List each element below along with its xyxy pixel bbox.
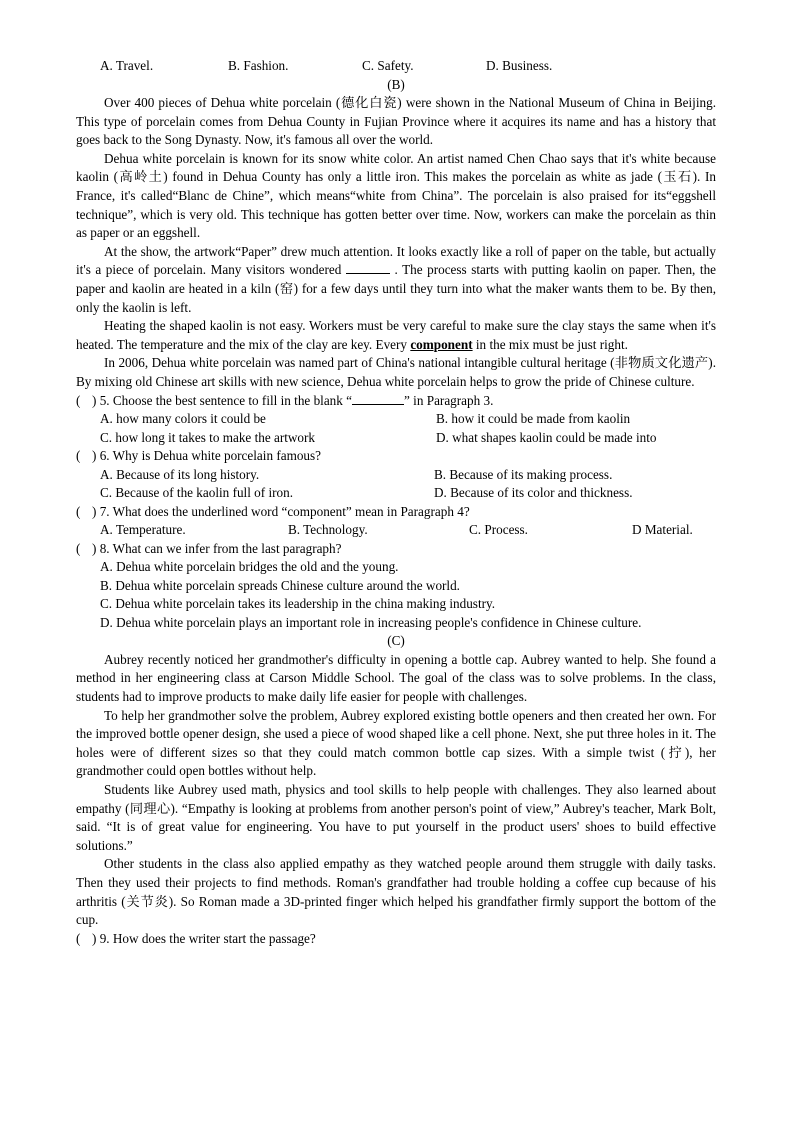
option-a: A. Because of its long history. — [100, 466, 260, 482]
paragraph-3-text-before: At the show, the artwork“Paper” drew much attention. It looks exactly like a roll of paper on the table, but actually it's a piece of porcelain. Many visitors wondered — [76, 243, 716, 278]
question-7-options — [76, 521, 716, 540]
section-c-heading: (C) — [387, 633, 405, 649]
option-b: B. Fashion. — [228, 58, 289, 73]
option-d: D. what shapes kaolin could be made into — [436, 429, 657, 445]
answer-bracket[interactable]: ( — [76, 930, 81, 946]
option-d: D. Dehua white porcelain plays an important role in increasing people's confidence in Chinese culture. — [100, 614, 642, 630]
section-b-paragraph-2: Dehua white porcelain is known for its snow white color. An artist named Chen Chao says that it's white because kaolin (高岭土) found in Dehua County has only a little iron. This makes the porcelain as white as jade (玉石). In France, it's called“Blanc de Chine”, which means“white from China”. The porcelain is also praised for its“eggshell technique”, which is very old. This technique has gotten better over time. Now, workers can make the porcelain as thin as paper or an eggshell. — [76, 150, 716, 241]
question-6-stem: ) 6. Why is Dehua white porcelain famous? — [92, 448, 322, 463]
option-a: A. Travel. — [100, 58, 154, 73]
section-c-paragraph-3: Students like Aubrey used math, physics and tool skills to help people with challenges. They also learned about empathy (同理心). “Empathy is looking at problems from another person's point of view,” Aubrey's teacher, Mark Bolt, said. “It is of great value for engineering. You have to put yourself in the product users' shoes to build effective solutions.” — [76, 782, 716, 853]
question-5-options-row-2 — [76, 429, 716, 448]
question-7 — [76, 503, 716, 522]
answer-bracket[interactable]: ( — [76, 503, 81, 519]
question-5-options-row-1 — [76, 410, 716, 429]
question-5 — [76, 392, 716, 411]
question-5-stem-after: ” in Paragraph 3. — [404, 392, 494, 408]
option-a: A. how many colors it could be — [100, 411, 266, 426]
option-c: C. how long it takes to make the artwork — [100, 429, 315, 445]
option-c: C. Dehua white porcelain takes its leadership in the china making industry. — [100, 596, 496, 612]
worksheet-page — [76, 57, 716, 948]
question-8-stem: ) 8. What can we infer from the last paragraph? — [92, 540, 342, 556]
option-c: C. Safety. — [362, 58, 414, 73]
section-b-heading: (B) — [387, 76, 405, 92]
option-d: D. Because of its color and thickness. — [434, 485, 633, 500]
question-6 — [76, 447, 716, 466]
option-b: B. Because of its making process. — [434, 466, 613, 482]
option-d: D Material. — [632, 522, 693, 537]
question-8 — [76, 540, 716, 559]
option-b: B. how it could be made from kaolin — [436, 411, 631, 426]
section-b-paragraph-3 — [76, 243, 716, 317]
section-b-paragraph-5: In 2006, Dehua white porcelain was named part of China's national intangible cultural heritage (非物质文化遗产). By mixing old Chinese art skills with new science, Dehua white porcelain helps to grow the pride of Chinese culture. — [76, 355, 716, 389]
option-c: C. Because of the kaolin full of iron. — [100, 485, 294, 500]
question-7-stem: ) 7. What does the underlined word “component” mean in Paragraph 4? — [92, 503, 470, 519]
question-5-stem-before: ) 5. Choose the best sentence to fill in the blank “ — [92, 392, 353, 408]
question-9-stem: ) 9. How does the writer start the passage? — [92, 930, 316, 946]
paragraph-3-text-after: . The process starts with putting kaolin on paper. Then, the paper and kaolin are heated in a kiln (窑) for a few days until they turn into what the maker wants them to be. By then, only the kaolin is left. — [76, 262, 717, 315]
answer-bracket[interactable]: ( — [76, 392, 81, 408]
section-c-paragraph-2: To help her grandmother solve the problem, Aubrey explored existing bottle openers and then created her own. For the improved bottle opener design, she used a piece of wood shaped like a cell phone. Next, she put three holes in it. The holes were of different sizes so that they could match common bottle cap sizes. With a simple twist (拧), her grandmother could open bottles without help. — [76, 707, 716, 779]
answer-bracket[interactable]: ( — [76, 448, 81, 463]
prev-question-options — [76, 57, 716, 76]
section-b-paragraph-1: Over 400 pieces of Dehua white porcelain (德化白瓷) were shown in the National Museum of China in Beijing. This type of porcelain comes from Dehua County in Fujian Province where it acquires its name and has a history that goes back to the Song Dynasty. Now, it's famous all over the world. — [76, 95, 716, 148]
section-c-paragraph-1: Aubrey recently noticed her grandmother's difficulty in opening a bottle cap. Aubrey wanted to help. She found a method in her engineering class at Carson Middle School. The goal of the class was to solve problems. In the class, students had to improve products to make daily life easier for people with challenges. — [76, 651, 716, 705]
paragraph-4-text-after: in the mix must be just right. — [475, 336, 628, 352]
paragraph-4-text-before: Heating the shaped kaolin is not easy. Workers must be very careful to make sure the clay stays the same when it's heated. The temperature and the mix of the clay are key. Every — [76, 318, 716, 352]
question-9 — [76, 930, 716, 949]
section-c-paragraph-4: Other students in the class also applied empathy as they watched people around them struggle with daily tasks. Then they used their projects to find methods. Roman's grandfather had trouble holding a coffee cup because of his arthritis (关节炎). So Roman made a 3D-printed finger which helped his grandfather firmly support the bottom of the cup. — [76, 856, 716, 928]
underlined-word-component: component — [410, 336, 473, 352]
question-6-options-row-1 — [76, 466, 716, 485]
question-5-blank — [352, 392, 404, 405]
option-a: A. Temperature. — [100, 522, 186, 537]
answer-bracket[interactable]: ( — [76, 540, 81, 556]
option-c: C. Process. — [469, 522, 528, 537]
section-b-paragraph-4 — [76, 317, 716, 354]
option-b: B. Dehua white porcelain spreads Chinese culture around the world. — [100, 577, 460, 593]
option-b: B. Technology. — [288, 522, 368, 537]
option-d: D. Business. — [486, 58, 553, 73]
option-a: A. Dehua white porcelain bridges the old and the young. — [100, 559, 399, 574]
question-5-stem — [92, 392, 493, 411]
fill-in-blank — [346, 261, 390, 274]
question-6-options-row-2 — [76, 484, 716, 503]
